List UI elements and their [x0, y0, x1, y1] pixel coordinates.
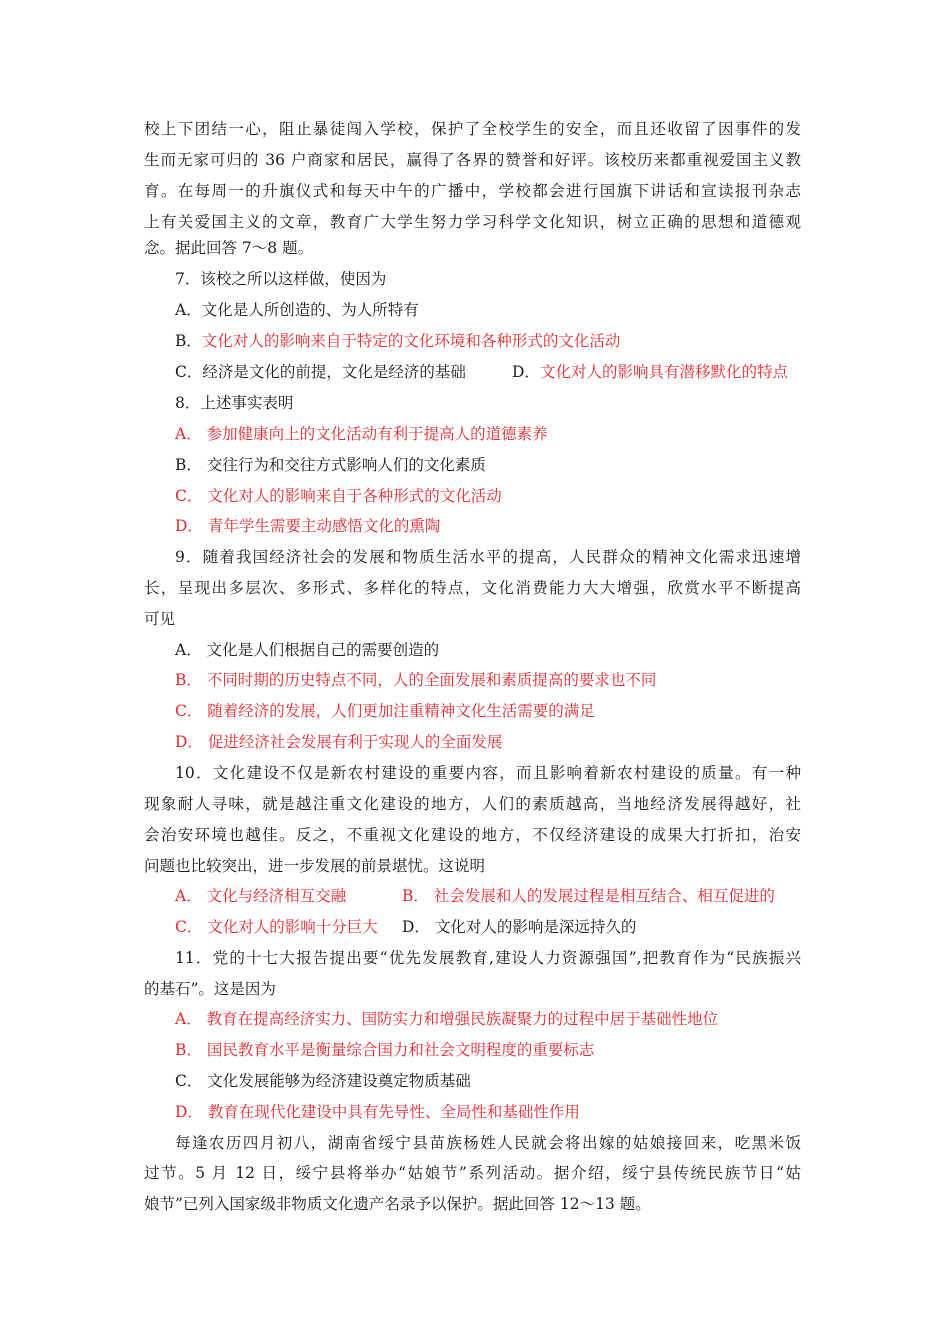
question-stem: 可见: [144, 610, 176, 628]
question-stem: 9．随着我国经济社会的发展和物质生活水平的提高，人民群众的精神文化需求迅速增: [175, 548, 801, 566]
passage-line: 校上下团结一心，阻止暴徒闯入学校，保护了全校学生的安全，而且还收留了因事件的发: [144, 120, 801, 138]
option-c: C．经济是文化的前提，文化是经济的基础: [175, 363, 466, 381]
option-a: A． 教育在提高经济实力、国防实力和增强民族凝聚力的过程中居于基础性地位: [175, 1010, 719, 1028]
option-d: D． 促进经济社会发展有利于实现人的全面发展: [175, 733, 503, 751]
passage-line: 生而无家可归的 36 户商家和居民，赢得了各界的赞誉和好评。该校历来都重视爱国主义教: [144, 151, 801, 169]
option-a: A． 参加健康向上的文化活动有利于提高人的道德素养: [175, 425, 548, 443]
question-stem: 7．该校之所以这样做，使因为: [175, 270, 387, 288]
option-d-text: 文化对人的影响具有潜移默化的特点: [539, 363, 788, 381]
option-a: A． 文化与经济相互交融: [175, 887, 347, 905]
option-b-prefix: B．: [175, 332, 202, 350]
question-stem: 10．文化建设不仅是新农村建设的重要内容，而且影响着新农村建设的质量。有一种: [175, 764, 801, 782]
option-b: B． 国民教育水平是衡量综合国力和社会文明程度的重要标志: [175, 1041, 595, 1059]
question-stem: 问题也比较突出，进一步发展的前景堪忧。这说明: [144, 857, 486, 875]
passage-line: 育。在每周一的升旗仪式和每天中午的广播中，学校都会进行国旗下讲话和宣读报刊杂志: [144, 182, 801, 200]
question-stem: 现象耐人寻味，就是越注重文化建设的地方，人们的素质越高，当地经济发展得越好，社: [144, 795, 801, 813]
passage-line: 娘节”已列入国家级非物质文化遗产名录予以保护。据此回答 12～13 题。: [144, 1195, 651, 1213]
option-d: D． 青年学生需要主动感悟文化的熏陶: [175, 517, 441, 535]
passage-line: 过节。5 月 12 日，绥宁县将举办“姑娘节”系列活动。据介绍，绥宁县传统民族节日“姑: [144, 1164, 801, 1182]
option-b: B． 交往行为和交往方式影响人们的文化素质: [175, 456, 486, 474]
option-c: C． 文化发展能够为经济建设奠定物质基础: [175, 1072, 471, 1090]
option-b: [175, 331, 620, 351]
option-b: B． 社会发展和人的发展过程是相互结合、相互促进的: [402, 887, 775, 905]
passage-line: 上有关爱国主义的文章，教育广大学生努力学习科学文化知识，树立正确的思想和道德观: [144, 213, 801, 231]
option-a: A． 文化是人们根据自己的需要创造的: [175, 641, 440, 659]
question-stem: 8．上述事实表明: [175, 394, 294, 412]
option-a: A．文化是人所创造的、为人所特有: [175, 301, 419, 319]
option-c: C． 文化对人的影响来自于各种形式的文化活动: [175, 487, 502, 505]
question-stem: 长，呈现出多层次、多形式、多样化的特点，文化消费能力大大增强，欣赏水平不断提高: [144, 579, 801, 597]
question-stem: 会治安环境也越佳。反之，不重视文化建设的地方，不仅经济建设的成果大打折扣，治安: [144, 826, 801, 844]
question-stem: 11．党的十七大报告提出要“优先发展教育,建设人力资源强国”,把教育作为“民族振兴: [175, 949, 801, 967]
question-stem: 的基石”。这是因为: [144, 980, 276, 998]
passage-line: 每逢农历四月初八，湖南省绥宁县苗族杨姓人民就会将出嫁的姑娘接回来，吃黑米饭: [175, 1134, 801, 1152]
option-d: [512, 362, 788, 382]
option-d: D． 教育在现代化建设中具有先导性、全局性和基础性作用: [175, 1103, 580, 1121]
option-b-text: 文化对人的影响来自于特定的文化环境和各种形式的文化活动: [201, 332, 621, 350]
option-b: B． 不同时期的历史特点不同，人的全面发展和素质提高的要求也不同: [175, 671, 657, 689]
option-d-prefix: D．: [512, 363, 540, 381]
passage-line: 念。据此回答 7～8 题。: [144, 239, 314, 257]
option-d: D． 文化对人的影响是深远持久的: [402, 918, 637, 936]
option-c: C． 随着经济的发展，人们更加注重精神文化生活需要的满足: [175, 702, 595, 720]
option-c: C． 文化对人的影响十分巨大: [175, 918, 378, 936]
